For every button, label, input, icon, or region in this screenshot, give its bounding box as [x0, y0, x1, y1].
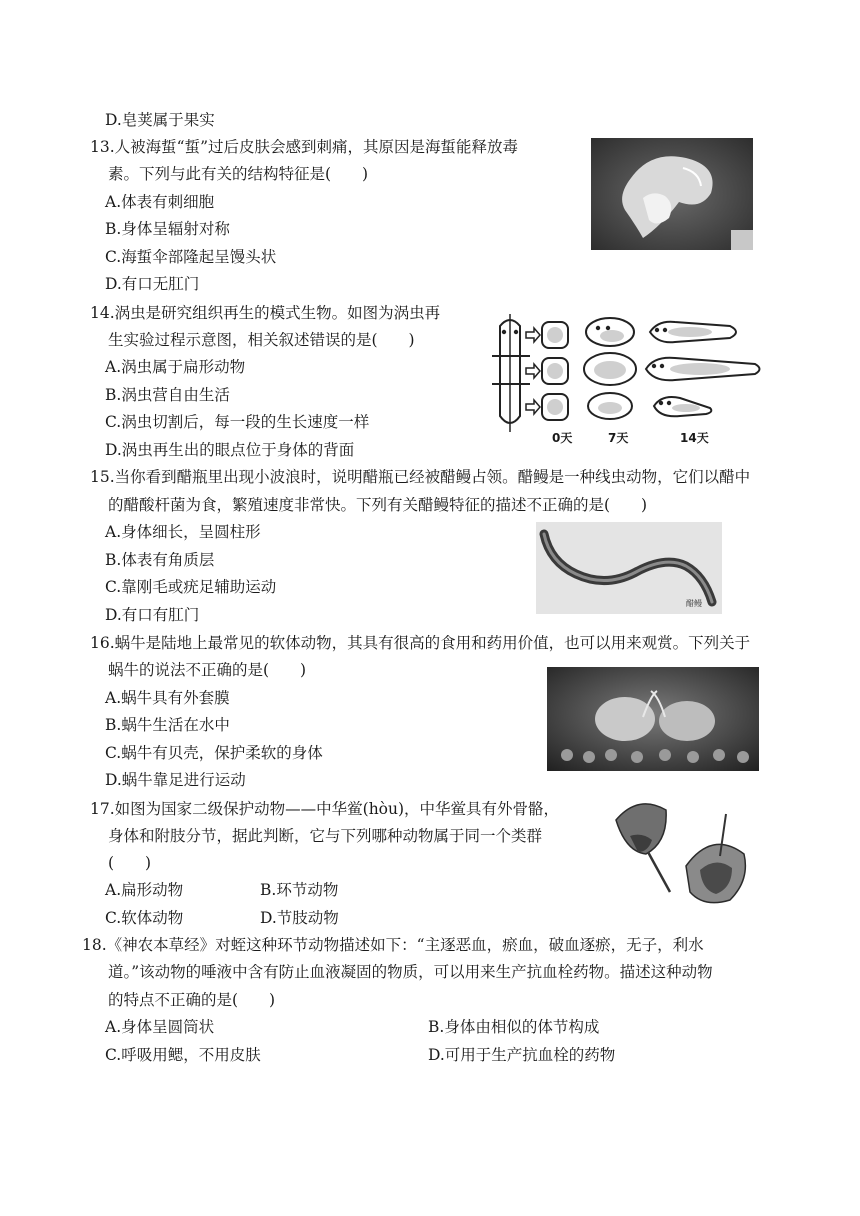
- q15-option-d: D.有口有肛门: [105, 606, 200, 624]
- q15-stem-line2: 的醋酸杆菌为食，繁殖速度非常快。下列有关醋鳗特征的描述不正确的是( ): [108, 496, 648, 514]
- q13-option-c: C.海蜇伞部隆起呈馒头状: [105, 248, 277, 266]
- q15-option-a: A.身体细长，呈圆柱形: [105, 523, 261, 541]
- q12-option-d: D.皂荚属于果实: [105, 111, 215, 129]
- q14-option-d: D.涡虫再生出的眼点位于身体的背面: [105, 441, 355, 459]
- q17-option-a: A.扁形动物: [105, 881, 184, 899]
- q13-option-d: D.有口无肛门: [105, 275, 200, 293]
- day7-label: 7天: [608, 431, 629, 445]
- q16-option-b: B.蜗牛生活在水中: [105, 716, 230, 734]
- q16-option-c: C.蜗牛有贝壳，保护柔软的身体: [105, 744, 323, 762]
- snail-photo: [547, 667, 759, 771]
- q17-stem-line3: ( ): [108, 854, 152, 872]
- q14-stem-line2: 生实验过程示意图，相关叙述错误的是( ): [108, 331, 415, 349]
- day14-label: 14天: [680, 431, 709, 445]
- q16-stem-line2: 蜗牛的说法不正确的是( ): [108, 661, 307, 679]
- q16-option-d: D.蜗牛靠足进行运动: [105, 771, 246, 789]
- q13-option-b: B.身体呈辐射对称: [105, 220, 230, 238]
- q14-option-c: C.涡虫切割后，每一段的生长速度一样: [105, 413, 370, 431]
- q13-option-a: A.体表有刺细胞: [105, 193, 215, 211]
- q18-option-c: C.呼吸用鳃，不用皮肤: [105, 1046, 261, 1064]
- q18-stem-line3: 的特点不正确的是( ): [108, 991, 276, 1009]
- q13-stem-line1: 13.人被海蜇“蜇”过后皮肤会感到刺痛，其原因是海蜇能释放毒: [90, 138, 519, 156]
- q17-stem-line1: 17.如图为国家二级保护动物——中华鲎(hòu)，中华鲎具有外骨骼，: [90, 800, 560, 818]
- q14-stem-line1: 14.涡虫是研究组织再生的模式生物。如图为涡虫再: [90, 304, 441, 322]
- q18-option-b: B.身体由相似的体节构成: [428, 1018, 600, 1036]
- horseshoe-crab-photo: [608, 796, 768, 912]
- vinegar-eel-photo: [536, 522, 722, 614]
- q18-option-d: D.可用于生产抗血栓的药物: [428, 1046, 616, 1064]
- q15-option-c: C.靠刚毛或疣足辅助运动: [105, 578, 277, 596]
- q16-option-a: A.蜗牛具有外套膜: [105, 689, 230, 707]
- planarian-regeneration-diagram: [490, 312, 770, 450]
- q15-stem-line1: 15.当你看到醋瓶里出现小波浪时，说明醋瓶已经被醋鳗占领。醋鳗是一种线虫动物，它们以醋中: [90, 468, 751, 486]
- q14-option-a: A.涡虫属于扁形动物: [105, 358, 246, 376]
- q17-option-d: D.节肢动物: [260, 909, 339, 927]
- q18-stem-line1: 18.《神农本草经》对蛭这种环节动物描述如下：“主逐恶血，瘀血，破血逐瘀，无子，利水: [82, 936, 704, 954]
- q16-stem-line1: 16.蜗牛是陆地上最常见的软体动物，其具有很高的食用和药用价值，也可以用来观赏。下列关于: [90, 634, 751, 652]
- q18-option-a: A.身体呈圆筒状: [105, 1018, 215, 1036]
- day0-label: 0天: [552, 431, 573, 445]
- q17-stem-line2: 身体和附肢分节，据此判断，它与下列哪种动物属于同一个类群: [108, 827, 543, 845]
- jellyfish-photo: [591, 138, 753, 250]
- q17-option-b: B.环节动物: [260, 881, 339, 899]
- q18-stem-line2: 道。”该动物的唾液中含有防止血液凝固的物质，可以用来生产抗血栓药物。描述这种动物: [108, 963, 713, 981]
- q14-option-b: B.涡虫营自由生活: [105, 386, 230, 404]
- q15-option-b: B.体表有角质层: [105, 551, 215, 569]
- q17-option-c: C.软体动物: [105, 909, 184, 927]
- q13-stem-line2: 素。下列与此有关的结构特征是( ): [108, 165, 369, 183]
- vinegar-eel-caption: 醋鳗: [686, 599, 702, 608]
